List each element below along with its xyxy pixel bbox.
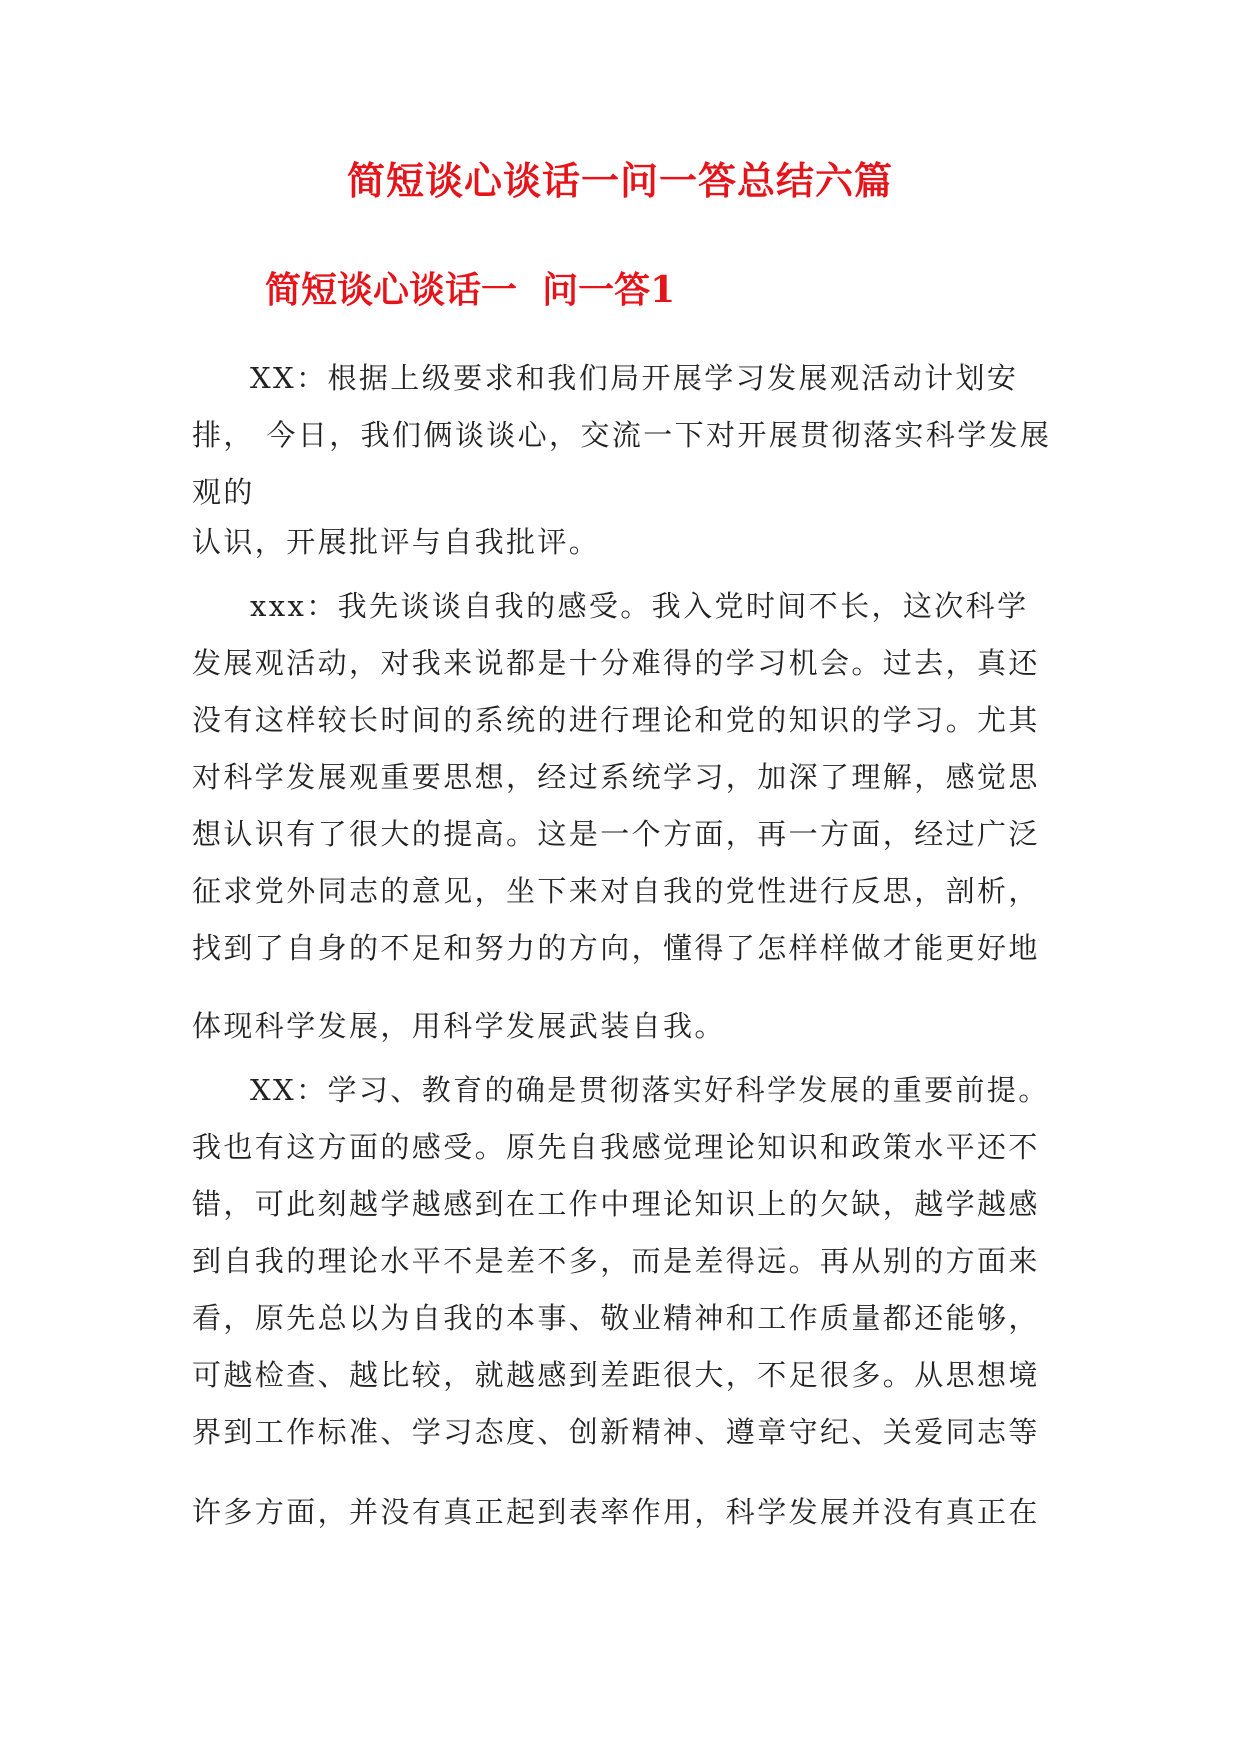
- text-line: 到自我的理论水平不是差不多，而是差得远。再从别的方面来: [192, 1244, 1040, 1278]
- text-line: 许多方面，并没有真正起到表率作用，科学发展并没有真正在: [192, 1495, 1040, 1529]
- text-line: 我也有这方面的感受。原先自我感觉理论知识和政策水平还不: [192, 1130, 1040, 1164]
- text-line: 找到了自身的不足和努力的方向，懂得了怎样样做才能更好地: [192, 931, 1040, 965]
- text-line: 发展观活动，对我来说都是十分难得的学习机会。过去，真还: [192, 646, 1040, 680]
- text-line: 错，可此刻越学越感到在工作中理论知识上的欠缺，越学越感: [192, 1187, 1040, 1221]
- text-line: 没有这样较长时间的系统的进行理论和党的知识的学习。尤其: [192, 703, 1040, 737]
- text-line: 排， 今日，我们俩谈谈心，交流一下对开展贯彻落实科学发展: [192, 418, 1052, 452]
- paragraph-xx-reply: [192, 1062, 1072, 1461]
- text-line: XX：学习、教育的确是贯彻落实好科学发展的重要前提。: [250, 1073, 1050, 1107]
- paragraph-continuation: [192, 1484, 1072, 1541]
- text-line: 体现科学发展，用科学发展武装自我。: [192, 1009, 726, 1043]
- paragraph-continuation: [192, 514, 1072, 571]
- text-line: 观的: [192, 475, 255, 509]
- text-line: 想认识有了很大的提高。这是一个方面，再一方面，经过广泛: [192, 817, 1040, 851]
- text-line: 认识，开展批评与自我批评。: [192, 525, 601, 559]
- paragraph-xx-opening: [192, 350, 1072, 521]
- document-title: 简短谈心谈话一问一答总结六篇: [346, 158, 893, 203]
- section-subtitle: 简短谈心谈话一 问一答1: [265, 269, 676, 311]
- text-line: 看，原先总以为自我的本事、敬业精神和工作质量都还能够，: [192, 1301, 1040, 1335]
- paragraph-continuation: [192, 998, 1072, 1055]
- text-line: 对科学发展观重要思想，经过系统学习，加深了理解，感觉思: [192, 760, 1040, 794]
- paragraph-xxx-response: [192, 578, 1072, 977]
- text-line: 征求党外同志的意见，坐下来对自我的党性进行反思，剖析，: [192, 874, 1040, 908]
- text-line: 界到工作标准、学习态度、创新精神、遵章守纪、关爱同志等: [192, 1415, 1040, 1449]
- text-line: 可越检查、越比较，就越感到差距很大，不足很多。从思想境: [192, 1358, 1040, 1392]
- text-line: xxx：我先谈谈自我的感受。我入党时间不长，这次科学: [250, 589, 1029, 623]
- text-line: XX：根据上级要求和我们局开展学习发展观活动计划安: [250, 361, 1019, 395]
